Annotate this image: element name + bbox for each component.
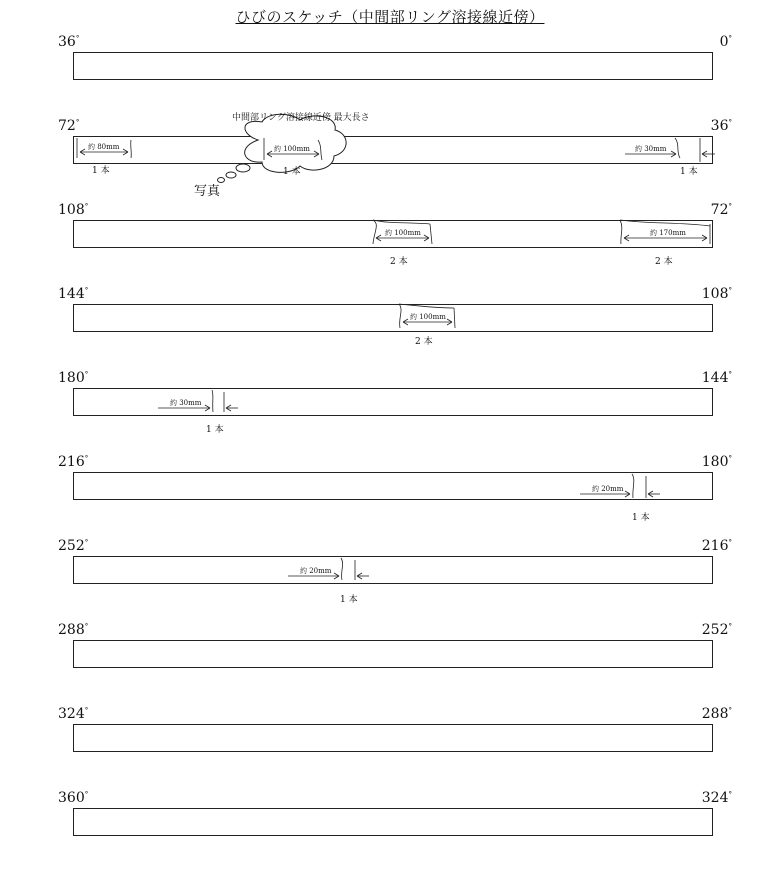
- crack-count: 1 本: [632, 513, 650, 523]
- photo-label: 写真: [194, 184, 221, 199]
- angle-left: 108°: [58, 202, 89, 218]
- sketch-row: [0, 706, 780, 786]
- angle-right: 252°: [701, 622, 732, 638]
- angle-left: 288°: [58, 622, 89, 638]
- crack-count: 1 本: [283, 167, 301, 177]
- angle-left: 180°: [58, 370, 89, 386]
- angle-right: 72°: [710, 202, 732, 218]
- crack-length: 約 100mm: [274, 145, 310, 153]
- crack-annotations: [0, 370, 780, 450]
- crack-count: 2 本: [655, 257, 673, 267]
- angle-left: 252°: [58, 538, 89, 554]
- crack-count: 2 本: [390, 257, 408, 267]
- crack-count: 1 本: [92, 166, 110, 176]
- crack-annotations: [0, 538, 780, 618]
- crack-count: 1 本: [206, 425, 224, 435]
- crack-length: 約 30mm: [170, 399, 202, 407]
- angle-left: 72°: [58, 118, 80, 134]
- angle-right: 180°: [701, 454, 732, 470]
- angle-left: 324°: [58, 706, 89, 722]
- crack-length: 約 170mm: [650, 229, 686, 237]
- angle-left: 36°: [58, 34, 80, 50]
- crack-count: 1 本: [340, 595, 358, 605]
- sketch-row: [0, 538, 780, 618]
- crack-length: 約 100mm: [410, 313, 446, 321]
- crack-annotations: [0, 286, 780, 366]
- sketch-row: [0, 622, 780, 702]
- crack-length: 約 100mm: [385, 229, 421, 237]
- angle-left: 216°: [58, 454, 89, 470]
- crack-length: 約 20mm: [300, 567, 332, 575]
- crack-annotations: [0, 454, 780, 534]
- weld-strip: [73, 724, 713, 752]
- crack-length: 約 30mm: [635, 145, 667, 153]
- crack-annotations: [0, 118, 780, 198]
- angle-right: 216°: [701, 538, 732, 554]
- crack-length: 約 80mm: [88, 143, 120, 151]
- sketch-row: [0, 370, 780, 450]
- sketch-row: [0, 118, 780, 198]
- angle-right: 324°: [701, 790, 732, 806]
- sketch-row: [0, 454, 780, 534]
- angle-right: 36°: [710, 118, 732, 134]
- crack-annotations: [0, 202, 780, 282]
- crack-count: 2 本: [415, 337, 433, 347]
- weld-strip: [73, 52, 713, 80]
- angle-left: 360°: [58, 790, 89, 806]
- crack-count: 1 本: [680, 167, 698, 177]
- angle-right: 144°: [701, 370, 732, 386]
- sketch-row: [0, 202, 780, 282]
- crack-length: 約 20mm: [592, 485, 624, 493]
- angle-right: 288°: [701, 706, 732, 722]
- weld-strip: [73, 640, 713, 668]
- angle-left: 144°: [58, 286, 89, 302]
- sketch-row: [0, 34, 780, 114]
- sketch-row: [0, 286, 780, 366]
- angle-right: 108°: [701, 286, 732, 302]
- angle-right: 0°: [719, 34, 732, 50]
- page-title: ひびのスケッチ（中間部リング溶接線近傍）: [235, 8, 545, 26]
- photo-note: 中間部リング溶接線近傍 最大長さ: [232, 113, 370, 123]
- weld-strip: [73, 808, 713, 836]
- sketch-row: [0, 790, 780, 870]
